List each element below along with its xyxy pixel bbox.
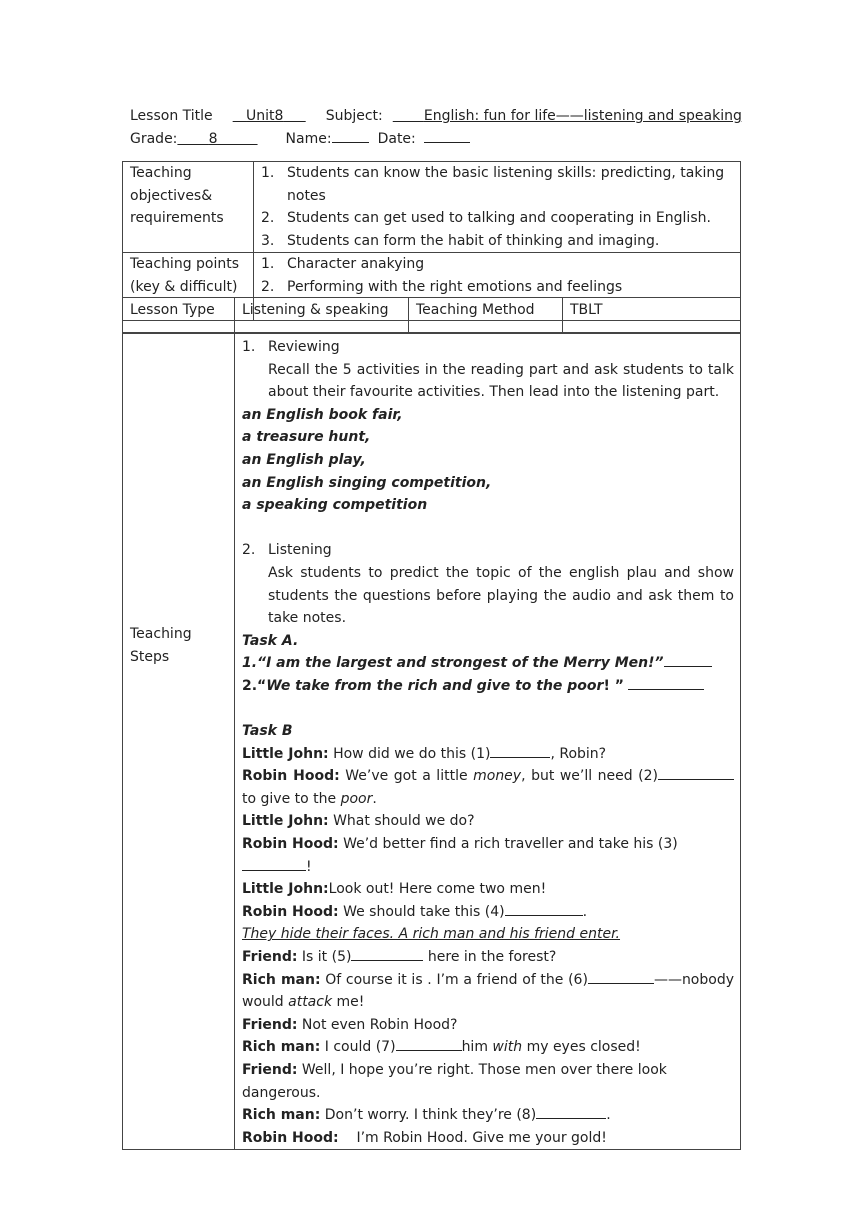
name-blank (332, 128, 369, 143)
lesson-type-label: Lesson Type (123, 298, 235, 334)
subject-value: English: fun for life——listening and speaking (423, 108, 742, 124)
date-label: Date: (377, 131, 416, 147)
date-blank (424, 128, 470, 143)
dialogue-line: Rich man: Don’t worry. I think they’re (8) . (242, 1104, 734, 1127)
stage-direction: They hide their faces. A rich man and his friend enter. (242, 926, 621, 943)
teaching-steps-content (235, 333, 741, 1150)
task-b-label: Task B (242, 723, 293, 740)
point-item: 1. Character anakying (261, 256, 425, 273)
task-a-label: Task A. (242, 632, 299, 649)
activity-item: an English singing competition, (242, 474, 492, 491)
header-line-2 (130, 128, 470, 151)
subject-label: Subject: (325, 108, 383, 124)
point-item: 2. Performing with the right emotions and feelings (261, 278, 623, 295)
lesson-type-table (122, 297, 741, 334)
points-label: Teaching points (key & difficult) (123, 253, 254, 321)
dialogue-line: Little John: What should we do? (242, 813, 475, 830)
objectives-row (123, 162, 741, 253)
dialogue-line: Friend: Is it (5) here in the forest? (242, 946, 734, 969)
dialogue-line: Robin Hood: I’m Robin Hood. Give me your gold! (242, 1129, 607, 1146)
name-label: Name: (285, 131, 332, 147)
lesson-title-label: Lesson Title (130, 108, 213, 124)
step-listening-title: 2. Listening (242, 542, 332, 559)
teaching-steps-table (122, 332, 741, 1150)
objective-item: 3. Students can form the habit of thinking and imaging. (261, 232, 660, 249)
task-a-question-2: 2.“We take from the rich and give to the poor! ” (242, 675, 734, 698)
dialogue-line: Rich man: Of course it is . I’m a friend of the (6) ——nobody would attack me! (242, 969, 734, 1014)
grade-value: 8 (208, 131, 218, 147)
lesson-title-value: Unit8 (246, 108, 284, 124)
teaching-method-value: TBLT (563, 298, 741, 334)
objectives-label: Teaching objectives& requirements (123, 162, 254, 253)
teaching-steps-label: Teaching Steps (123, 333, 235, 1150)
activity-item: an English book fair, (242, 406, 403, 423)
dialogue-line: Rich man: I could (7) him with my eyes closed! (242, 1036, 734, 1059)
lesson-type-row (123, 298, 741, 334)
dialogue-line: Robin Hood: We’d better find a rich traveller and take his (3)! (242, 836, 678, 875)
objective-item: 1. Students can know the basic listening skills: predicting, taking notes (261, 165, 725, 204)
task-a-question-1: 1.“I am the largest and strongest of the Merry Men!” (242, 652, 734, 675)
activity-item: an English play, (242, 451, 366, 468)
dialogue-line: Robin Hood: We’ve got a little money, but we’ll need (2)to give to the poor. (242, 765, 734, 810)
dialogue-line: Robin Hood: We should take this (4) . (242, 901, 734, 924)
teaching-method-label: Teaching Method (409, 298, 563, 334)
step-reviewing-desc: Recall the 5 activities in the reading part and ask students to talk about their favourite activities. Then lead into the listening part. (268, 361, 734, 401)
step-reviewing-title: 1. Reviewing (242, 339, 340, 355)
header-line-1 (130, 105, 742, 128)
activity-item: a speaking competition (242, 497, 428, 514)
objective-item: 2. Students can get used to talking and cooperating in English. (261, 210, 711, 227)
dialogue-line: Little John: How did we do this (1) , Robin? (242, 743, 734, 766)
grade-label: Grade: (130, 131, 178, 147)
dialogue-line: Little John:Look out! Here come two men! (242, 881, 547, 898)
objectives-list (254, 162, 741, 253)
lesson-type-value: Listening & speaking (235, 298, 409, 334)
step-listening-desc: Ask students to predict the topic of the english plau and show students the questions before playing the audio and ask them to take notes. (268, 564, 734, 627)
dialogue-line: Friend: Well, I hope you’re right. Those men over there look dangerous. (242, 1062, 667, 1101)
teaching-steps-row (123, 333, 741, 1150)
activity-item: a treasure hunt, (242, 429, 371, 446)
dialogue-line: Friend: Not even Robin Hood? (242, 1016, 458, 1033)
